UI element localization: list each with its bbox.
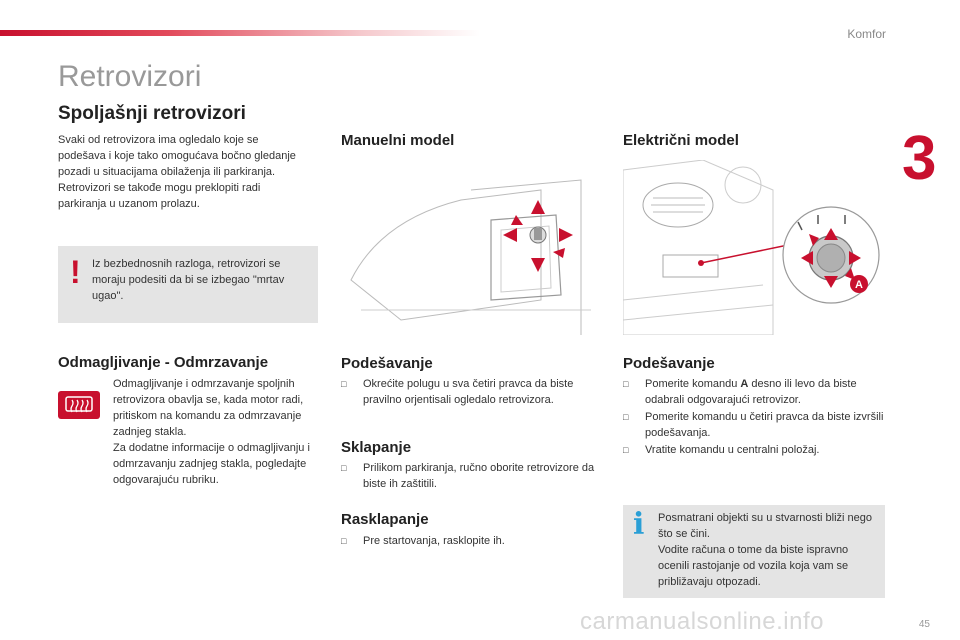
list-item: □ Pomerite komandu u četiri pravca da biste izvršili podešavanja. [623,409,888,441]
intro-text: Svaki od retrovizora ima ogledalo koje se podešava i koje tako omogućava bočno gledanje pozadi u situacijama obilaženja ili parkiranja. Retrovizori se takođe mogu preklopiti radi parkiranja u uzanom prolazu. [58,134,296,210]
defrost-text-1: Odmagljivanje i odmrzavanje spoljnih retrovizora obavlja se, kada motor radi, pritiskom na komandu za odmrzavanje zadnjeg stakla. [113,378,304,438]
manual-adjust-heading: Podešavanje [341,355,433,372]
page-number: 45 [918,619,930,630]
info-text [658,510,878,590]
electric-adjust-heading: Podešavanje [623,355,715,372]
electric-adjust-list [623,376,888,459]
manual-fold-list [341,460,606,493]
info-icon: i [633,507,645,542]
section-subtitle: Spoljašnji retrovizori [58,103,246,124]
item1-suffix: desno ili levo da biste odabrali odgovarajući retrovizor. [645,378,857,406]
info-box [623,505,885,598]
watermark: carmanualsonline.info [580,608,824,635]
electric-mirror-illustration [623,160,883,335]
manual-fold-heading: Sklapanje [341,439,412,456]
manual-mirror-illustration [341,160,591,335]
warning-icon: ! [70,254,81,290]
list-item: □ Okrećite polugu u sva četiri pravca da biste pravilno orjentisali ogledalo retrovizora. [341,376,606,408]
manual-unfold-heading: Rasklapanje [341,511,429,528]
manual-adjust-list [341,376,606,409]
manual-unfold-list [341,533,606,550]
list-item: □ Pre startovanja, rasklopite ih. [341,533,606,549]
warning-box [58,246,318,323]
page-title: Retrovizori [58,60,202,93]
item1-prefix: Pomerite komandu [645,378,741,390]
list-item: □ Prilikom parkiranja, ručno oborite retrovizore da biste ih zaštitili. [341,460,606,492]
rear-defrost-icon [58,391,100,419]
defrost-text-2: Za dodatne informacije o odmagljivanju i odmrzavanju zadnjeg stakla, pogledajte odgovarajuću rubriku. [113,442,310,486]
list-item [623,376,888,408]
item1-bold: A [740,378,749,390]
top-accent-bar [0,30,480,36]
chapter-number: 3 [902,124,937,193]
warning-text: Iz bezbednosnih razloga, retrovizori se moraju podesiti da bi se izbegao "mrtav ugao". [92,258,285,302]
info-text-2: Vodite računa o tome da biste ispravno ocenili rastojanje od vozila koja vam se približavaju otpozadi. [658,544,849,588]
manual-heading: Manuelni model [341,132,455,149]
electric-heading: Električni model [623,132,739,149]
section-label: Komfor [847,27,886,41]
control-a-label: A [855,279,863,291]
list-item: □ Vratite komandu u centralni položaj. [623,442,888,458]
info-text-1: Posmatrani objekti su u stvarnosti bliži nego što se čini. [658,512,872,540]
defrost-text [113,376,318,488]
defrost-heading: Odmagljivanje - Odmrzavanje [58,354,269,371]
